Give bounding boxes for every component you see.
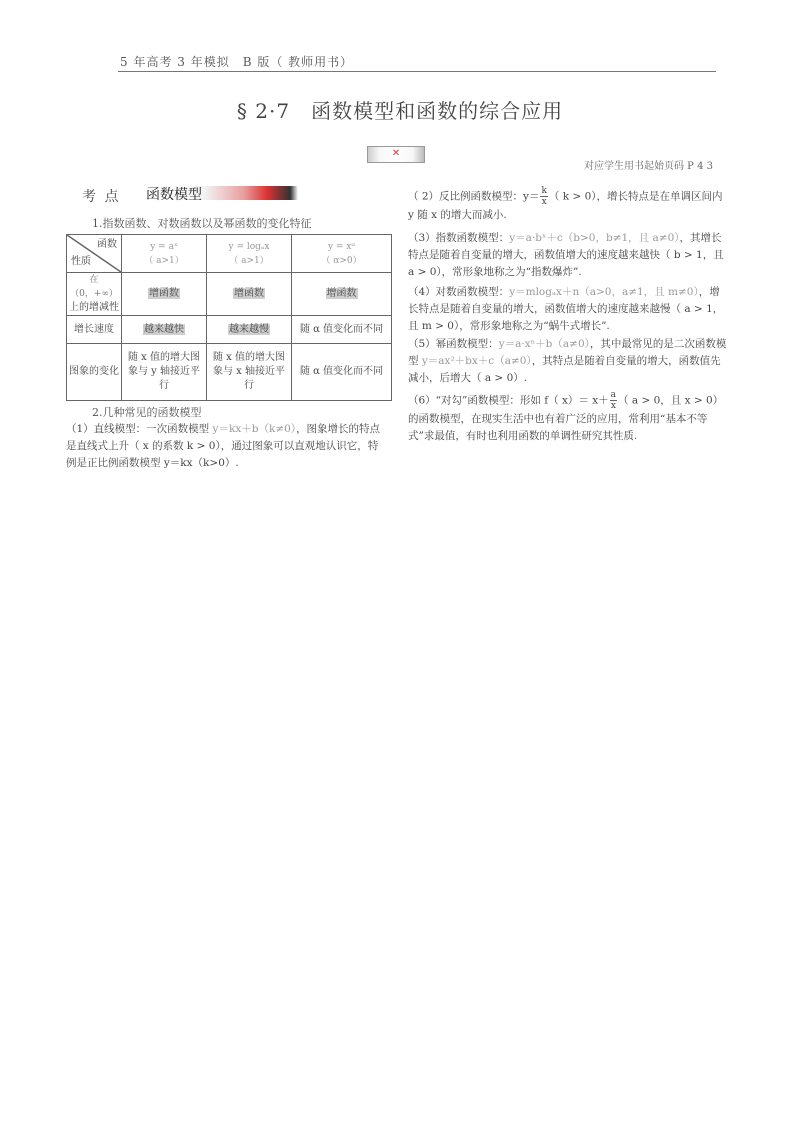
paragraph-text: （5）幂函数模型：	[408, 338, 499, 350]
paragraph-text: ，图象增长的特点是直线式上升（ x 的系数 k > 0），通过图象可以直观地认识它，特例是正比例函数模型 y＝kx（k>0）.	[66, 423, 381, 469]
paragraph-exponential-model	[408, 230, 728, 281]
table-cell	[207, 273, 292, 316]
column-formula: y = xᵅ	[327, 241, 356, 252]
paragraph-text: （4）对数函数模型：	[408, 286, 510, 298]
topic-title: 函数模型	[146, 187, 202, 203]
paragraph-text: ，增长特点是随着自变量的增大，函数值增大的速度越来越慢（ a > 1，且 m > 0），常形象地称之为“蜗牛式增长”.	[408, 286, 724, 332]
table-cell	[292, 273, 392, 316]
table-cell	[122, 316, 207, 344]
page-reference: 对应学生用书起始页码 P 4 3	[584, 161, 713, 172]
paragraph-nike-function-model	[408, 390, 728, 445]
row-label-text: 上的增减性	[69, 302, 119, 313]
table-cell	[122, 273, 207, 316]
fraction-denominator: x	[610, 401, 616, 411]
fraction-denominator: x	[541, 197, 547, 207]
running-head: 5 年高考 3 年模拟 B 版（ 教师用书）	[120, 55, 354, 69]
formula-text: y＝kx＋b（k≠0）	[212, 423, 297, 435]
fraction	[540, 186, 547, 207]
table-corner-cell	[67, 235, 122, 273]
formula-text: y＝a·xⁿ＋b（a≠0）	[498, 338, 590, 350]
subsection-heading: 2.几种常见的函数模型	[92, 406, 202, 419]
header-rule	[118, 71, 716, 72]
highlighted-answer: 增函数	[234, 288, 264, 299]
table-header-cell	[122, 235, 207, 273]
table-cell	[207, 316, 292, 344]
column-condition: （ a>1）	[229, 255, 269, 266]
corner-bottom-label: 性质	[71, 256, 91, 267]
fraction-numerator: a	[610, 390, 617, 400]
paragraph-power-model	[408, 336, 728, 387]
row-label: 图象的变化	[67, 344, 122, 401]
column-formula: y = aˣ	[150, 241, 178, 252]
paragraph-text: ，其中最常见的是二次函数模型	[408, 338, 727, 367]
paragraph-text: （ 2）反比例函数模型：y＝	[408, 190, 540, 203]
row-label-domain: 在（0，+∞）	[70, 275, 118, 299]
highlighted-answer: 越来越快	[144, 323, 184, 335]
comparison-table	[66, 234, 392, 401]
table-row	[67, 344, 392, 401]
table-row	[67, 316, 392, 344]
section-label: 考 点	[82, 189, 121, 205]
topic-banner	[142, 186, 298, 203]
corner-top-label: 函数	[97, 239, 117, 250]
formula-text: y＝mlogₐx＋n（a>0，a≠1，且 m≠0）	[509, 286, 699, 298]
table-header-cell	[207, 235, 292, 273]
column-formula: y = logₐx	[228, 241, 270, 252]
row-label: 增长速度	[67, 316, 122, 344]
highlighted-answer: 增函数	[326, 288, 357, 299]
paragraph-text: ，其特点是随着自变量的增大，函数值先减小，后增大（ a > 0）.	[408, 355, 721, 384]
table-cell: 随 α 值变化而不同	[292, 344, 392, 401]
cross-icon: ✕	[391, 148, 401, 159]
column-condition: （ α>0）	[321, 255, 362, 266]
paragraph-text: （6）“对勾”函数模型：形如 f（ x）＝ x＋	[408, 394, 609, 407]
paragraph-inverse-model	[408, 186, 728, 224]
paragraph-text: （ k > 0），增长特点是在单调区间内 y 随 x 的增大而减小.	[408, 190, 723, 221]
paragraph-text: ，其增长特点是随着自变量的增大，函数值增大的速度越来越快（ b > 1，且 a > 0），常形象地称之为“指数爆炸”.	[408, 232, 724, 278]
fraction	[610, 390, 617, 411]
highlighted-answer: 增函数	[149, 288, 179, 299]
table-row	[67, 273, 392, 316]
paragraph-logarithmic-model	[408, 284, 728, 335]
subsection-heading: 1.指数函数、对数函数以及幂函数的变化特征	[92, 217, 312, 230]
formula-text: y＝ax²＋bx＋c（a≠0）	[421, 355, 532, 367]
paragraph-text: （ a > 0，且 x > 0）的函数模型，在现实生活中也有着广泛的应用，常利用“基本不等式”求最值，有时也利用函数的单调性研究其性质.	[408, 394, 724, 442]
table-cell: 随 x 值的增大图象与 x 轴接近平行	[207, 344, 292, 401]
formula-text: y＝a·bˣ＋c（b>0，b≠1，且 a≠0）	[509, 232, 680, 244]
row-label	[67, 273, 122, 316]
column-condition: （ a>1）	[144, 255, 184, 266]
paragraph-text: （1）直线模型：一次函数模型	[66, 423, 213, 435]
highlighted-answer: 越来越慢	[229, 323, 269, 335]
table-header-cell	[292, 235, 392, 273]
table-cell: 随 α 值变化而不同	[292, 316, 392, 344]
paragraph-text: （3）指数函数模型：	[408, 232, 510, 244]
table-header-row	[67, 235, 392, 273]
section-badge	[367, 146, 425, 163]
paragraph-linear-model	[66, 421, 386, 472]
table-cell: 随 x 值的增大图象与 y 轴接近平行	[122, 344, 207, 401]
page-title: § 2·7 函数模型和函数的综合应用	[236, 99, 564, 123]
fraction-numerator: k	[541, 186, 547, 196]
